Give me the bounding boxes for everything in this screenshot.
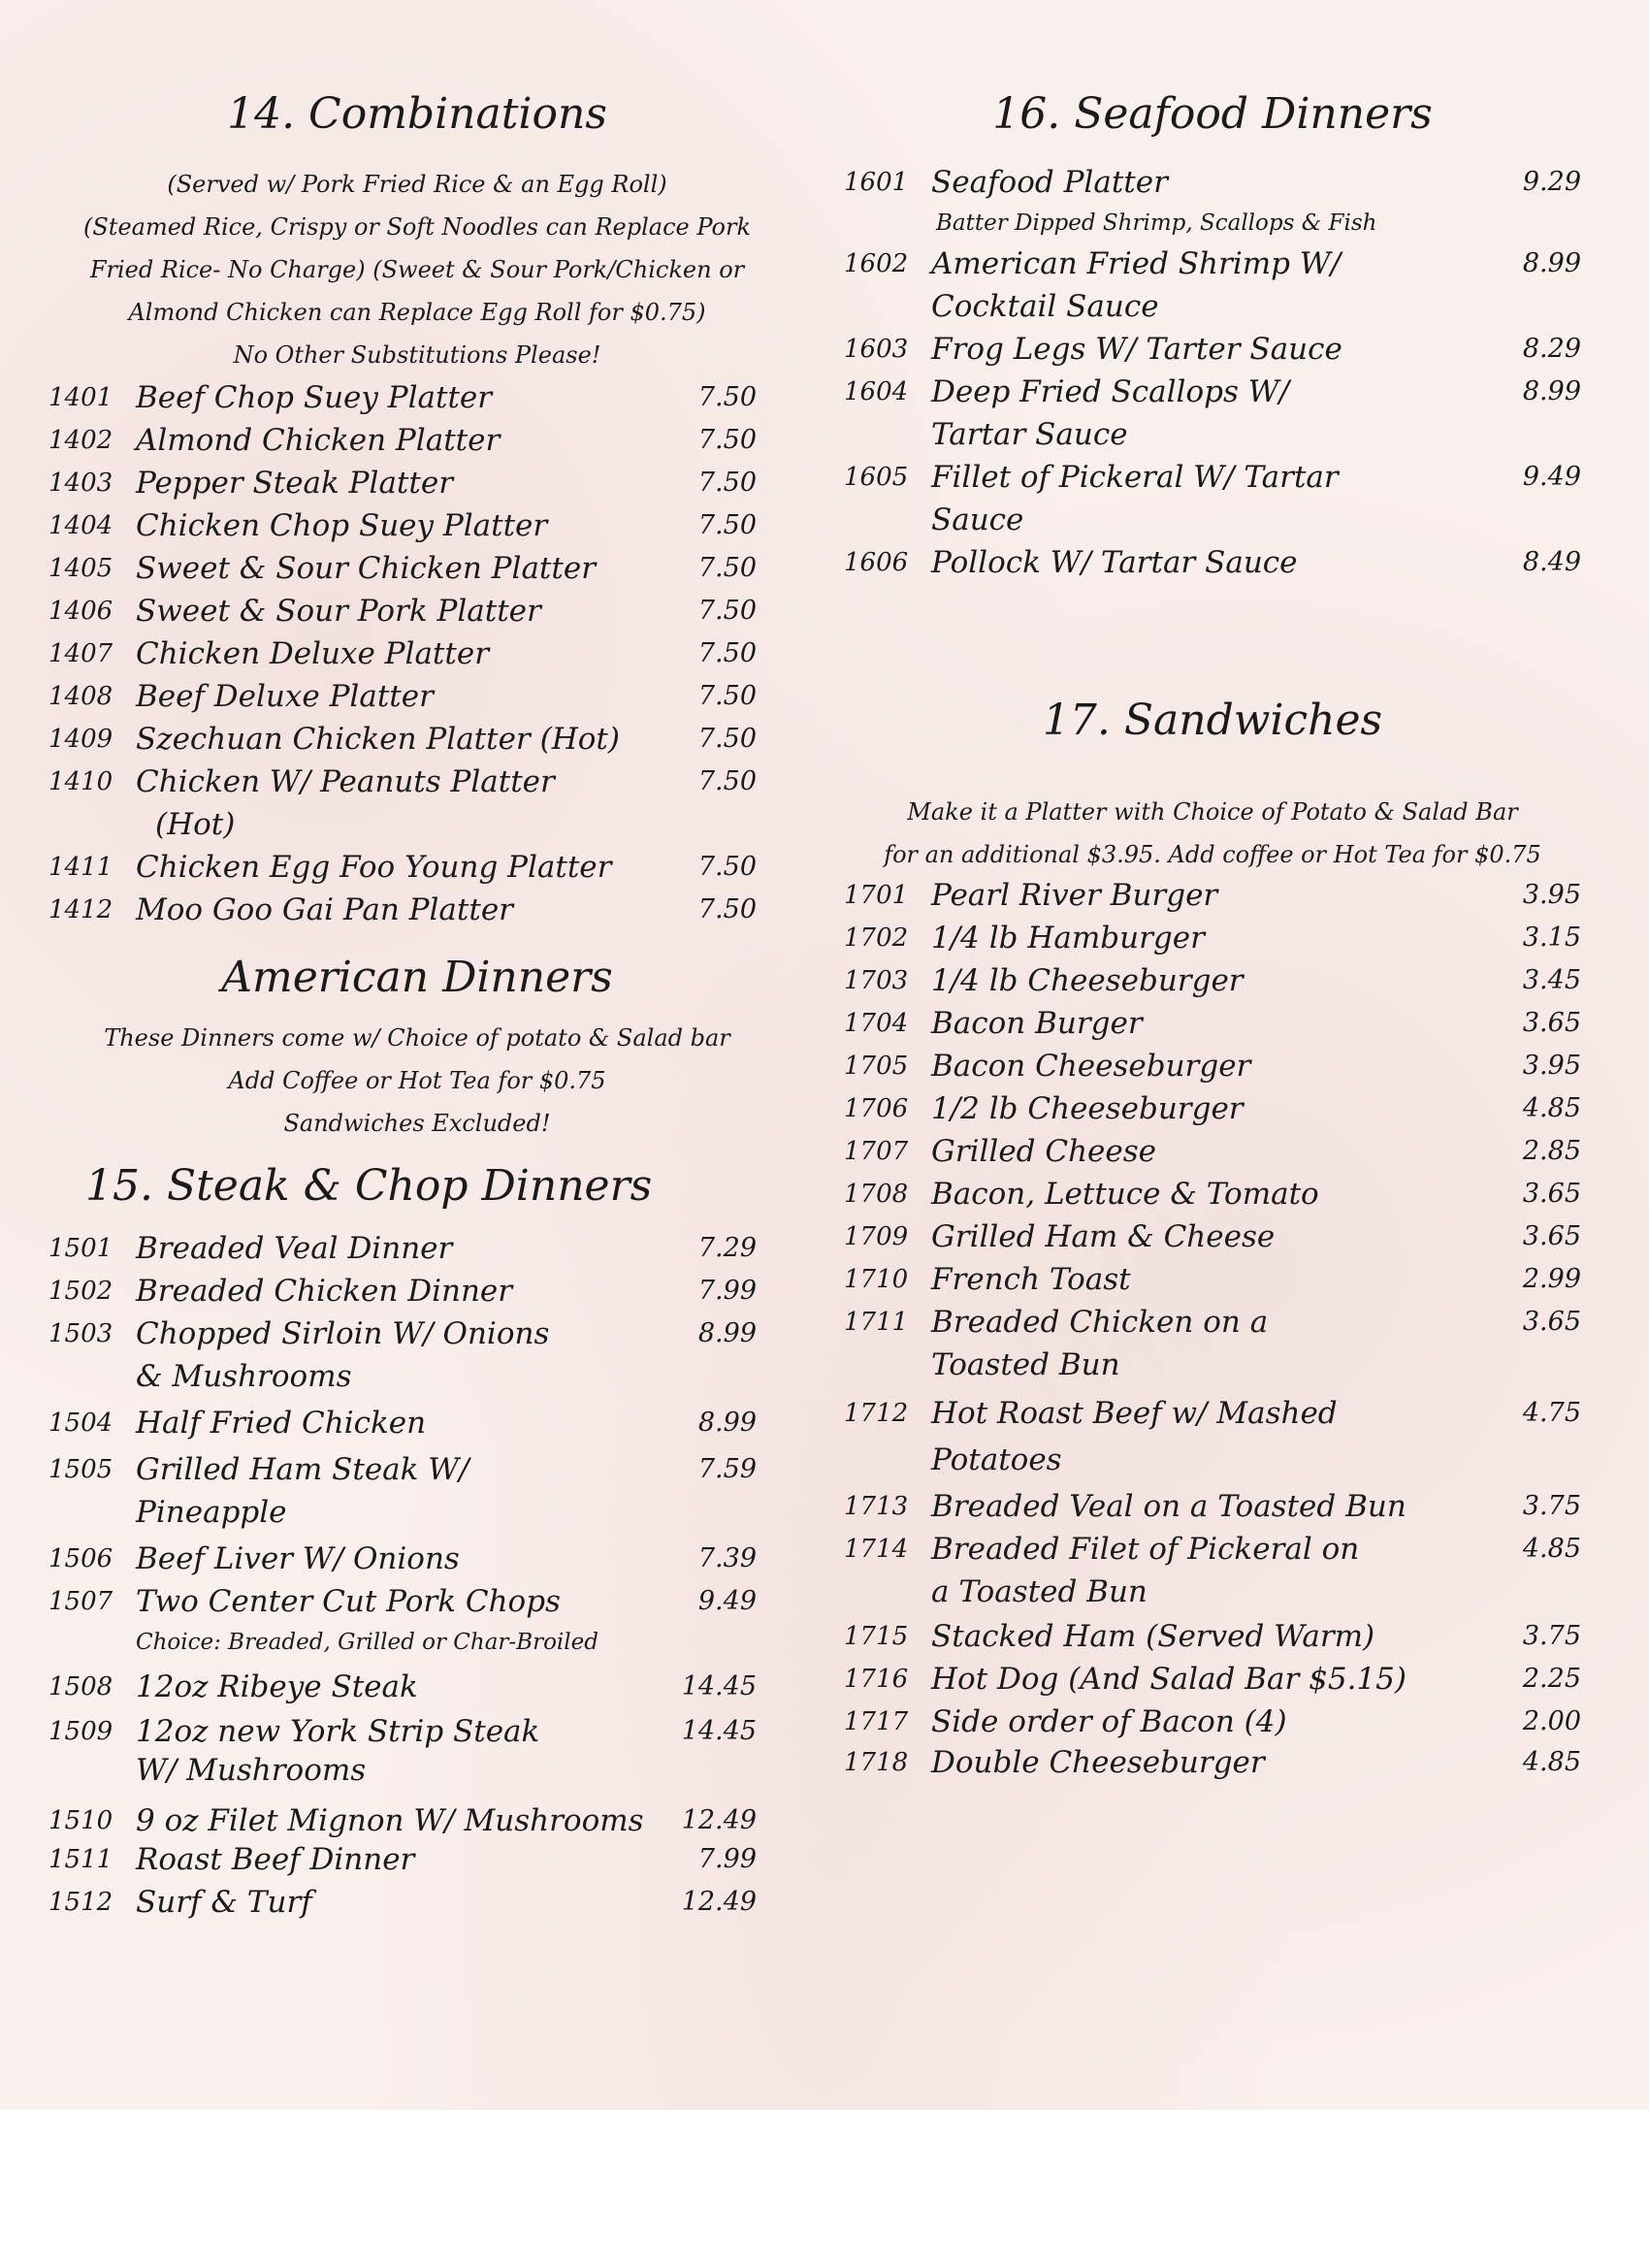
item-number: 1512: [48, 1888, 113, 1917]
item-price: 2.00: [1522, 1706, 1581, 1736]
item-name: Seafood Platter: [931, 165, 1168, 200]
item-name-continued: & Mushrooms: [136, 1359, 352, 1394]
item-price: 2.25: [1522, 1664, 1581, 1694]
item-price: 2.85: [1522, 1136, 1581, 1166]
item-number: 1712: [844, 1399, 909, 1428]
menu-item: [48, 590, 786, 632]
menu-item: [48, 1580, 786, 1655]
item-name: Double Cheeseburger: [931, 1745, 1265, 1780]
item-price: 9.29: [1522, 167, 1581, 197]
item-name: Hot Dog (And Salad Bar $5.15): [931, 1662, 1406, 1697]
item-number: 1509: [48, 1717, 113, 1746]
item-number: 1404: [48, 511, 113, 540]
item-name: Beef Liver W/ Onions: [136, 1541, 460, 1576]
item-number: 1716: [844, 1665, 909, 1694]
item-name: Chopped Sirloin W/ Onions: [136, 1316, 550, 1351]
menu-item: [844, 1258, 1581, 1301]
item-number: 1504: [48, 1409, 113, 1438]
menu-item: [48, 718, 786, 761]
item-price: 7.50: [697, 425, 757, 455]
item-name-continued: a Toasted Bun: [931, 1574, 1148, 1609]
item-note: Choice: Breaded, Grilled or Char-Broiled: [136, 1630, 598, 1655]
item-price: 3.65: [1522, 1008, 1581, 1038]
item-number: 1703: [844, 966, 909, 995]
item-name: Frog Legs W/ Tarter Sauce: [931, 332, 1342, 367]
item-number: 1407: [48, 639, 113, 668]
item-number: 1411: [48, 853, 113, 882]
menu-item: [844, 1173, 1581, 1215]
item-name: Breaded Veal Dinner: [136, 1231, 453, 1266]
item-name: Beef Chop Suey Platter: [136, 380, 493, 415]
menu-item: [48, 675, 786, 718]
item-number: 1704: [844, 1009, 909, 1038]
section-note: Fried Rice- No Charge) (Sweet & Sour Pork/Chicken or: [89, 256, 745, 283]
menu-item: [48, 1666, 786, 1708]
item-price: 8.99: [1522, 376, 1581, 406]
section-title: 17. Sandwiches: [1042, 696, 1383, 745]
item-price: 7.50: [697, 681, 757, 711]
item-name: Szechuan Chicken Platter (Hot): [136, 722, 620, 757]
item-name: Grilled Ham Steak W/: [136, 1452, 469, 1487]
item-name: Sweet & Sour Pork Platter: [136, 594, 541, 629]
menu-item: [844, 1130, 1581, 1173]
item-price: 3.75: [1522, 1621, 1581, 1651]
item-number: 1601: [844, 168, 909, 197]
item-price: 4.85: [1522, 1747, 1581, 1777]
item-number: 1408: [48, 682, 113, 711]
item-name: Grilled Ham & Cheese: [931, 1219, 1276, 1254]
item-price: 7.50: [697, 724, 757, 754]
menu-item: [48, 1312, 786, 1394]
item-name: Fillet of Pickeral W/ Tartar: [931, 460, 1339, 495]
menu-item: [844, 959, 1581, 1002]
item-number: 1405: [48, 554, 113, 583]
section-title: 16. Seafood Dinners: [992, 89, 1433, 139]
item-price: 7.50: [697, 638, 757, 668]
item-name: Beef Deluxe Platter: [136, 679, 434, 714]
item-name-continued: Toasted Bun: [931, 1347, 1120, 1382]
menu-item: [844, 371, 1581, 452]
item-price: 14.45: [681, 1716, 757, 1746]
item-name-continued: Tartar Sauce: [931, 417, 1128, 452]
menu-item: [844, 1392, 1581, 1477]
item-number: 1507: [48, 1587, 113, 1616]
menu-item: [48, 547, 786, 590]
menu-item: [844, 1485, 1581, 1528]
menu-item: [48, 1270, 786, 1312]
section-note: These Dinners come w/ Choice of potato & Salad bar: [104, 1024, 730, 1052]
item-number: 1711: [844, 1308, 909, 1337]
item-name-continued: Sauce: [931, 502, 1024, 537]
item-name-continued: W/ Mushrooms: [136, 1753, 367, 1788]
item-price: 7.50: [697, 510, 757, 540]
item-name: 1/4 lb Hamburger: [931, 921, 1205, 956]
item-price: 8.49: [1522, 547, 1581, 577]
section-note: Sandwiches Excluded!: [283, 1110, 551, 1137]
item-price: 3.45: [1522, 965, 1581, 995]
item-price: 3.65: [1522, 1179, 1581, 1209]
menu-item: [48, 504, 786, 547]
menu-item: [48, 1448, 786, 1530]
section-note: No Other Substitutions Please!: [233, 341, 601, 369]
menu-item: [48, 1227, 786, 1270]
item-name: Chicken W/ Peanuts Platter: [136, 764, 555, 799]
item-price: 8.29: [1522, 334, 1581, 364]
item-number: 1705: [844, 1052, 909, 1081]
item-number: 1511: [48, 1845, 113, 1874]
section-note: for an additional $3.95. Add coffee or Hot Tea for $0.75: [884, 841, 1541, 868]
item-name: Half Fried Chicken: [136, 1406, 427, 1441]
menu-item: [844, 917, 1581, 959]
item-number: 1710: [844, 1265, 909, 1294]
item-name: Hot Roast Beef w/ Mashed: [931, 1396, 1338, 1431]
item-name: Breaded Filet of Pickeral on: [931, 1532, 1360, 1567]
item-price: 9.49: [697, 1586, 757, 1616]
item-number: 1701: [844, 881, 909, 910]
item-price: 8.99: [1522, 248, 1581, 278]
item-name: American Fried Shrimp W/: [931, 246, 1342, 281]
item-number: 1508: [48, 1672, 113, 1701]
item-name: Stacked Ham (Served Warm): [931, 1619, 1375, 1654]
item-number: 1604: [844, 377, 909, 406]
menu-item: [844, 1528, 1581, 1609]
item-number: 1501: [48, 1234, 113, 1263]
menu-item: [48, 1538, 786, 1580]
menu-item: [844, 243, 1581, 324]
menu-item: [844, 1701, 1581, 1743]
menu-item: [844, 328, 1581, 371]
item-name: Side order of Bacon (4): [931, 1704, 1287, 1739]
item-price: 4.75: [1522, 1398, 1581, 1428]
item-price: 12.49: [681, 1887, 757, 1917]
item-name-continued: (Hot): [155, 807, 236, 842]
item-name: 12oz new York Strip Steak: [136, 1714, 540, 1749]
item-price: 8.99: [697, 1318, 757, 1348]
menu-item: [48, 1402, 786, 1444]
menu-item: [48, 632, 786, 675]
menu-item: [48, 376, 786, 419]
item-price: 2.99: [1522, 1264, 1581, 1294]
item-name: Chicken Deluxe Platter: [136, 636, 490, 671]
item-number: 1506: [48, 1544, 113, 1573]
section-title: 15. Steak & Chop Dinners: [85, 1161, 653, 1211]
item-price: 3.15: [1522, 923, 1581, 953]
section-title: 14. Combinations: [227, 89, 607, 139]
menu-item: [844, 1741, 1581, 1784]
item-price: 4.85: [1522, 1093, 1581, 1123]
item-name: 1/2 lb Cheeseburger: [931, 1091, 1244, 1126]
item-number: 1503: [48, 1319, 113, 1348]
item-price: 7.50: [697, 553, 757, 583]
item-name: Sweet & Sour Chicken Platter: [136, 551, 597, 586]
section-note: Almond Chicken can Replace Egg Roll for $0.75): [128, 299, 706, 326]
item-number: 1714: [844, 1535, 909, 1564]
menu-item: [48, 761, 786, 842]
item-price: 7.50: [697, 596, 757, 626]
item-number: 1403: [48, 469, 113, 498]
item-name: Pollock W/ Tartar Sauce: [931, 545, 1298, 580]
item-price: 7.39: [697, 1543, 757, 1573]
item-price: 7.50: [697, 894, 757, 924]
item-name: French Toast: [931, 1262, 1131, 1297]
item-number: 1502: [48, 1277, 113, 1306]
section-note: Add Coffee or Hot Tea for $0.75: [228, 1067, 606, 1094]
item-name: Breaded Chicken on a: [931, 1305, 1269, 1340]
item-name: Chicken Chop Suey Platter: [136, 508, 548, 543]
item-number: 1401: [48, 383, 113, 412]
item-price: 7.59: [697, 1454, 757, 1484]
item-name: Pepper Steak Platter: [136, 466, 454, 501]
item-name: Almond Chicken Platter: [136, 423, 501, 458]
item-price: 3.95: [1522, 880, 1581, 910]
menu-item: [844, 1087, 1581, 1130]
section-note: (Served w/ Pork Fried Rice & an Egg Roll): [167, 171, 667, 198]
menu-item: [48, 846, 786, 889]
item-price: 14.45: [681, 1671, 757, 1701]
item-price: 3.65: [1522, 1307, 1581, 1337]
item-name-continued: Cocktail Sauce: [931, 289, 1159, 324]
item-name: Grilled Cheese: [931, 1134, 1157, 1169]
item-name: Pearl River Burger: [931, 878, 1218, 913]
menu-item: [48, 462, 786, 504]
item-number: 1605: [844, 463, 909, 492]
item-name: Surf & Turf: [136, 1885, 312, 1920]
item-price: 7.29: [697, 1233, 757, 1263]
item-name: Chicken Egg Foo Young Platter: [136, 850, 612, 885]
menu-item: [844, 1215, 1581, 1258]
menu-item: [844, 1658, 1581, 1701]
item-price: 3.65: [1522, 1221, 1581, 1251]
item-price: 7.99: [697, 1276, 757, 1306]
menu-item: [48, 1838, 786, 1881]
item-note: Batter Dipped Shrimp, Scallops & Fish: [936, 211, 1377, 236]
item-price: 9.49: [1522, 462, 1581, 492]
item-name: 1/4 lb Cheeseburger: [931, 963, 1244, 998]
menu-item: [48, 889, 786, 931]
item-name: Roast Beef Dinner: [136, 1842, 415, 1877]
item-number: 1602: [844, 249, 909, 278]
item-number: 1717: [844, 1707, 909, 1736]
item-name: Bacon Burger: [931, 1006, 1143, 1041]
menu-item: [844, 456, 1581, 537]
menu-item: [48, 419, 786, 462]
item-number: 1410: [48, 767, 113, 796]
item-name-continued: Pineapple: [136, 1495, 287, 1530]
item-number: 1603: [844, 335, 909, 364]
item-number: 1505: [48, 1455, 113, 1484]
item-price: 3.95: [1522, 1051, 1581, 1081]
item-number: 1606: [844, 548, 909, 577]
item-price: 7.50: [697, 766, 757, 796]
item-name: 12oz Ribeye Steak: [136, 1669, 418, 1704]
item-name: Bacon Cheeseburger: [931, 1049, 1251, 1084]
menu-item: [844, 1301, 1581, 1382]
menu-item: [48, 1799, 786, 1842]
item-price: 7.50: [697, 852, 757, 882]
item-price: 4.85: [1522, 1534, 1581, 1564]
item-number: 1715: [844, 1622, 909, 1651]
item-name: Bacon, Lettuce & Tomato: [931, 1177, 1319, 1212]
item-name: Two Center Cut Pork Chops: [136, 1584, 561, 1619]
item-name: 9 oz Filet Mignon W/ Mushrooms: [136, 1803, 644, 1838]
item-price: 7.50: [697, 382, 757, 412]
item-name-continued: Potatoes: [931, 1442, 1062, 1477]
item-number: 1402: [48, 426, 113, 455]
section-note: Make it a Platter with Choice of Potato & Salad Bar: [907, 798, 1518, 826]
item-number: 1708: [844, 1180, 909, 1209]
item-price: 8.99: [697, 1408, 757, 1438]
item-number: 1409: [48, 725, 113, 754]
item-price: 7.50: [697, 468, 757, 498]
item-number: 1709: [844, 1222, 909, 1251]
item-number: 1412: [48, 895, 113, 924]
item-number: 1702: [844, 923, 909, 953]
menu-item: [844, 874, 1581, 917]
menu-item: [844, 161, 1581, 236]
item-number: 1707: [844, 1137, 909, 1166]
item-price: 12.49: [681, 1805, 757, 1835]
item-name: Moo Goo Gai Pan Platter: [136, 892, 513, 927]
menu-item: [844, 1615, 1581, 1658]
item-number: 1706: [844, 1094, 909, 1123]
item-name: Breaded Chicken Dinner: [136, 1274, 513, 1309]
menu-item: [844, 1002, 1581, 1045]
item-name: Breaded Veal on a Toasted Bun: [931, 1489, 1406, 1524]
item-price: 3.75: [1522, 1491, 1581, 1521]
item-number: 1406: [48, 597, 113, 626]
item-name: Deep Fried Scallops W/: [931, 374, 1290, 409]
section-note: (Steamed Rice, Crispy or Soft Noodles can Replace Pork: [83, 213, 751, 241]
item-number: 1713: [844, 1492, 909, 1521]
menu-item: [48, 1710, 786, 1788]
item-price: 7.99: [697, 1844, 757, 1874]
item-number: 1510: [48, 1806, 113, 1835]
item-number: 1718: [844, 1748, 909, 1777]
section-title: American Dinners: [221, 953, 613, 1002]
menu-item: [844, 541, 1581, 584]
menu-item: [48, 1881, 786, 1924]
menu-item: [844, 1045, 1581, 1087]
